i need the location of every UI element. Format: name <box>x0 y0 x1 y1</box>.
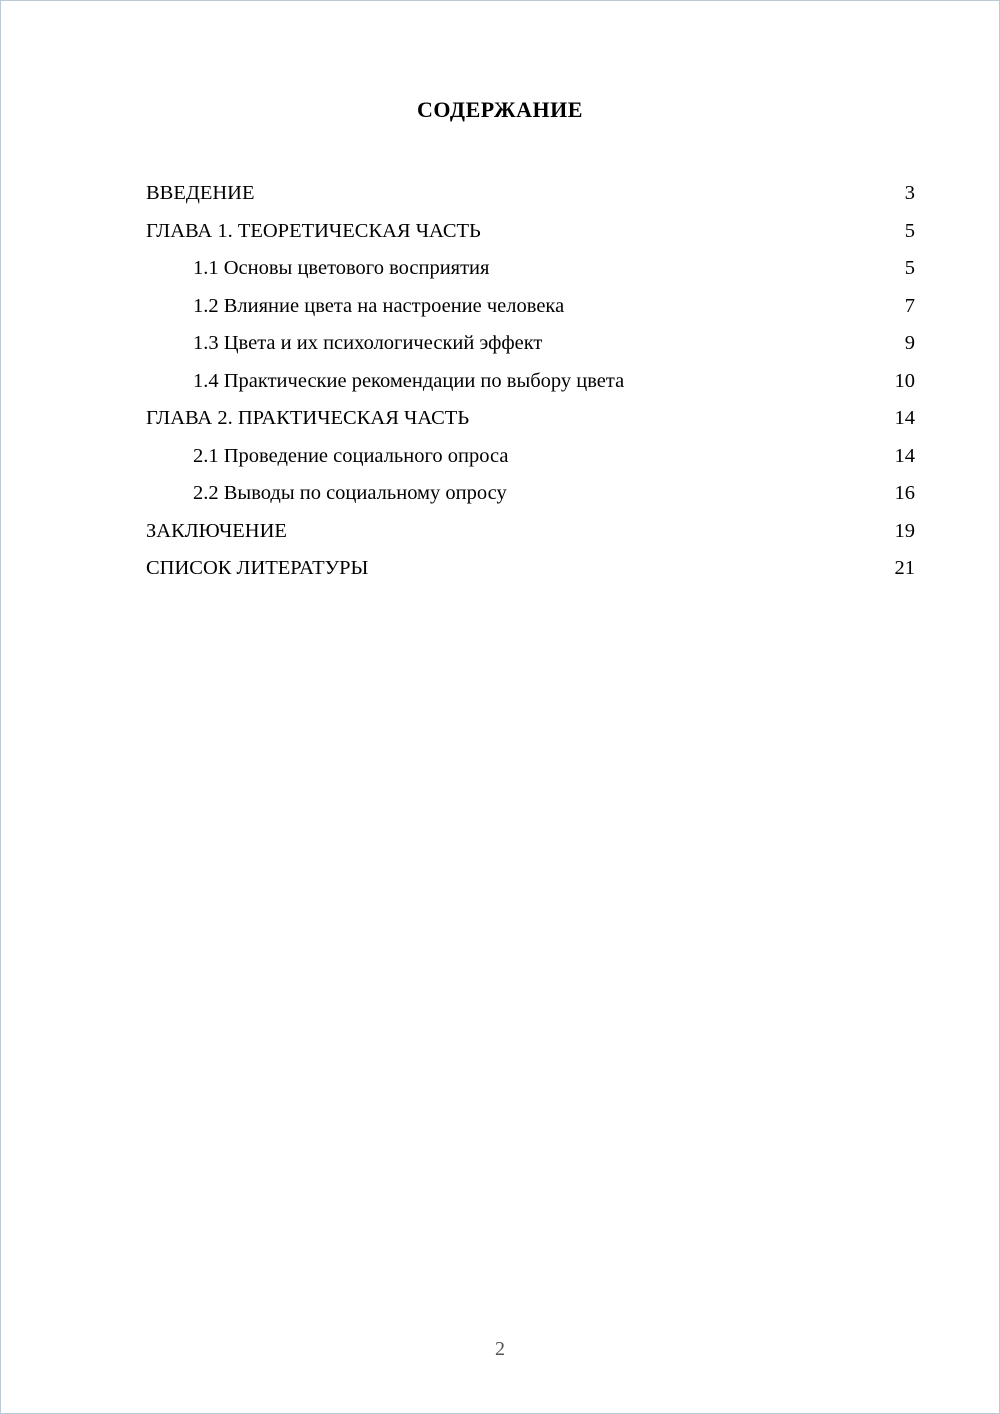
toc-entry <box>146 363 915 401</box>
toc-entry-page: 3 <box>904 182 915 204</box>
footer-page-number: 2 <box>495 1338 505 1360</box>
toc-entry-page: 7 <box>904 294 915 317</box>
toc-entry-page: 21 <box>894 557 915 579</box>
toc-entry-page: 5 <box>904 257 915 279</box>
toc-entry-label: 2.2 Выводы по социальному опросу <box>193 482 507 504</box>
toc-entry-label: 1.1 Основы цветового восприятия <box>193 257 490 279</box>
toc-entry-page: 9 <box>904 332 915 354</box>
toc-entry <box>146 475 915 513</box>
toc-entry-page: 19 <box>894 519 915 542</box>
toc-entry <box>146 175 915 213</box>
toc-entry <box>146 250 915 288</box>
page-title: СОДЕРЖАНИЕ <box>417 97 583 122</box>
toc-entry <box>146 288 915 326</box>
toc-entry-label: СПИСОК ЛИТЕРАТУРЫ <box>146 557 369 579</box>
toc-entry <box>146 550 915 588</box>
toc-entry <box>146 213 915 251</box>
toc-entry <box>146 325 915 363</box>
toc-entry-label: ГЛАВА 2. ПРАКТИЧЕСКАЯ ЧАСТЬ <box>146 407 470 429</box>
toc-entry-label: 2.1 Проведение социального опроса <box>193 444 509 467</box>
toc-entry-label: 1.4 Практические рекомендации по выбору цвета <box>193 369 625 392</box>
toc-entry-label: ГЛАВА 1. ТЕОРЕТИЧЕСКАЯ ЧАСТЬ <box>146 219 481 242</box>
toc-entry-label: ЗАКЛЮЧЕНИЕ <box>146 519 287 542</box>
toc-entry-page: 16 <box>894 482 915 504</box>
toc-entry <box>146 400 915 438</box>
toc-entry-page: 14 <box>894 444 915 467</box>
toc-entry-page: 10 <box>894 369 915 392</box>
toc-entry <box>146 438 915 476</box>
toc-entry-label: 1.3 Цвета и их психологический эффект <box>193 332 543 354</box>
toc-list <box>1 175 999 588</box>
toc-entry <box>146 513 915 551</box>
toc-entry-label: ВВЕДЕНИЕ <box>146 182 255 204</box>
toc-entry-label: 1.2 Влияние цвета на настроение человека <box>193 294 565 317</box>
toc-entry-page: 5 <box>904 219 915 242</box>
toc-entry-page: 14 <box>894 407 915 429</box>
